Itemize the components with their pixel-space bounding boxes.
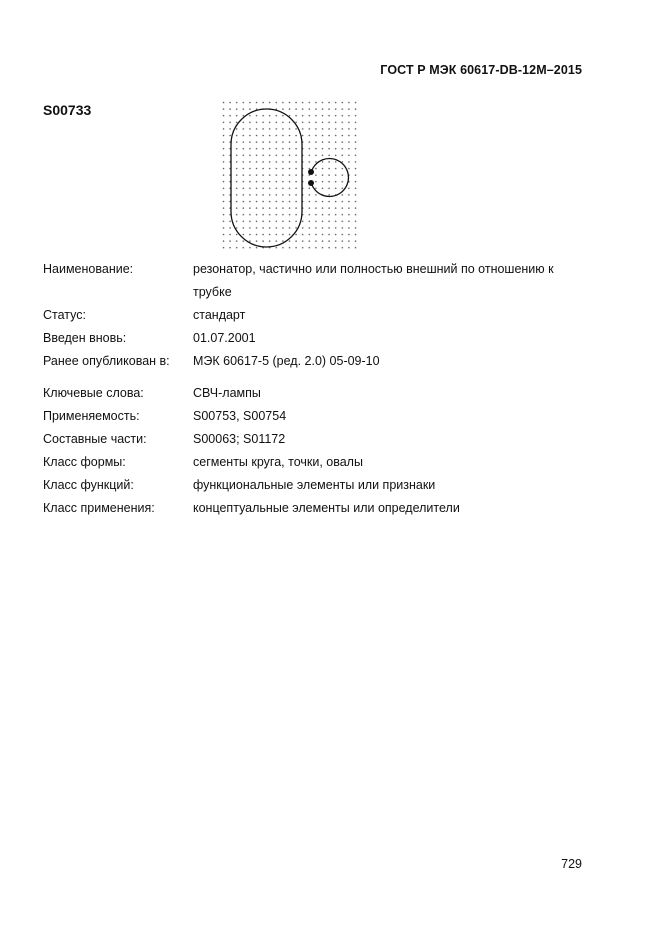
property-value: S00063; S01172 [193, 432, 286, 446]
property-row-application-class [43, 497, 583, 520]
property-value: МЭК 60617-5 (ред. 2.0) 05-09-10 [193, 354, 380, 368]
dot-grid-background [222, 101, 358, 251]
property-label: Ранее опубликован в: [43, 354, 170, 368]
property-value: резонатор, частично или полностью внешний по отношению к трубке [193, 262, 554, 299]
property-row-keywords [43, 382, 583, 405]
property-label: Применяемость: [43, 409, 140, 423]
property-value: S00753, S00754 [193, 409, 287, 423]
property-row-shape-class [43, 451, 583, 474]
property-value: функциональные элементы или признаки [193, 478, 436, 492]
properties-table [43, 258, 583, 520]
property-row-components [43, 428, 583, 451]
property-row-function-class [43, 474, 583, 497]
property-label: Класс применения: [43, 501, 155, 515]
property-label: Класс формы: [43, 455, 126, 469]
property-value: стандарт [193, 308, 246, 322]
property-label: Статус: [43, 308, 86, 322]
property-row-name [43, 258, 583, 304]
property-row-applicability [43, 405, 583, 428]
property-label: Введен вновь: [43, 331, 127, 345]
connection-dot-upper [308, 169, 314, 175]
document-header: ГОСТ Р МЭК 60617-DB-12M–2015 [380, 63, 582, 77]
property-row-status [43, 304, 583, 327]
symbol-figure [222, 101, 358, 256]
page-number: 729 [561, 857, 582, 871]
property-label: Составные части: [43, 432, 147, 446]
property-row-introduced [43, 327, 583, 350]
property-value: СВЧ-лампы [193, 386, 261, 400]
property-value: сегменты круга, точки, овалы [193, 455, 363, 469]
connection-dot-lower [308, 180, 314, 186]
property-label: Ключевые слова: [43, 386, 144, 400]
resonator-symbol-drawing [222, 101, 358, 251]
property-row-published [43, 350, 583, 373]
property-label: Наименование: [43, 262, 134, 276]
property-value: концептуальные элементы или определители [193, 501, 460, 515]
symbol-code: S00733 [43, 102, 92, 118]
property-label: Класс функций: [43, 478, 134, 492]
property-value: 01.07.2001 [193, 331, 256, 345]
